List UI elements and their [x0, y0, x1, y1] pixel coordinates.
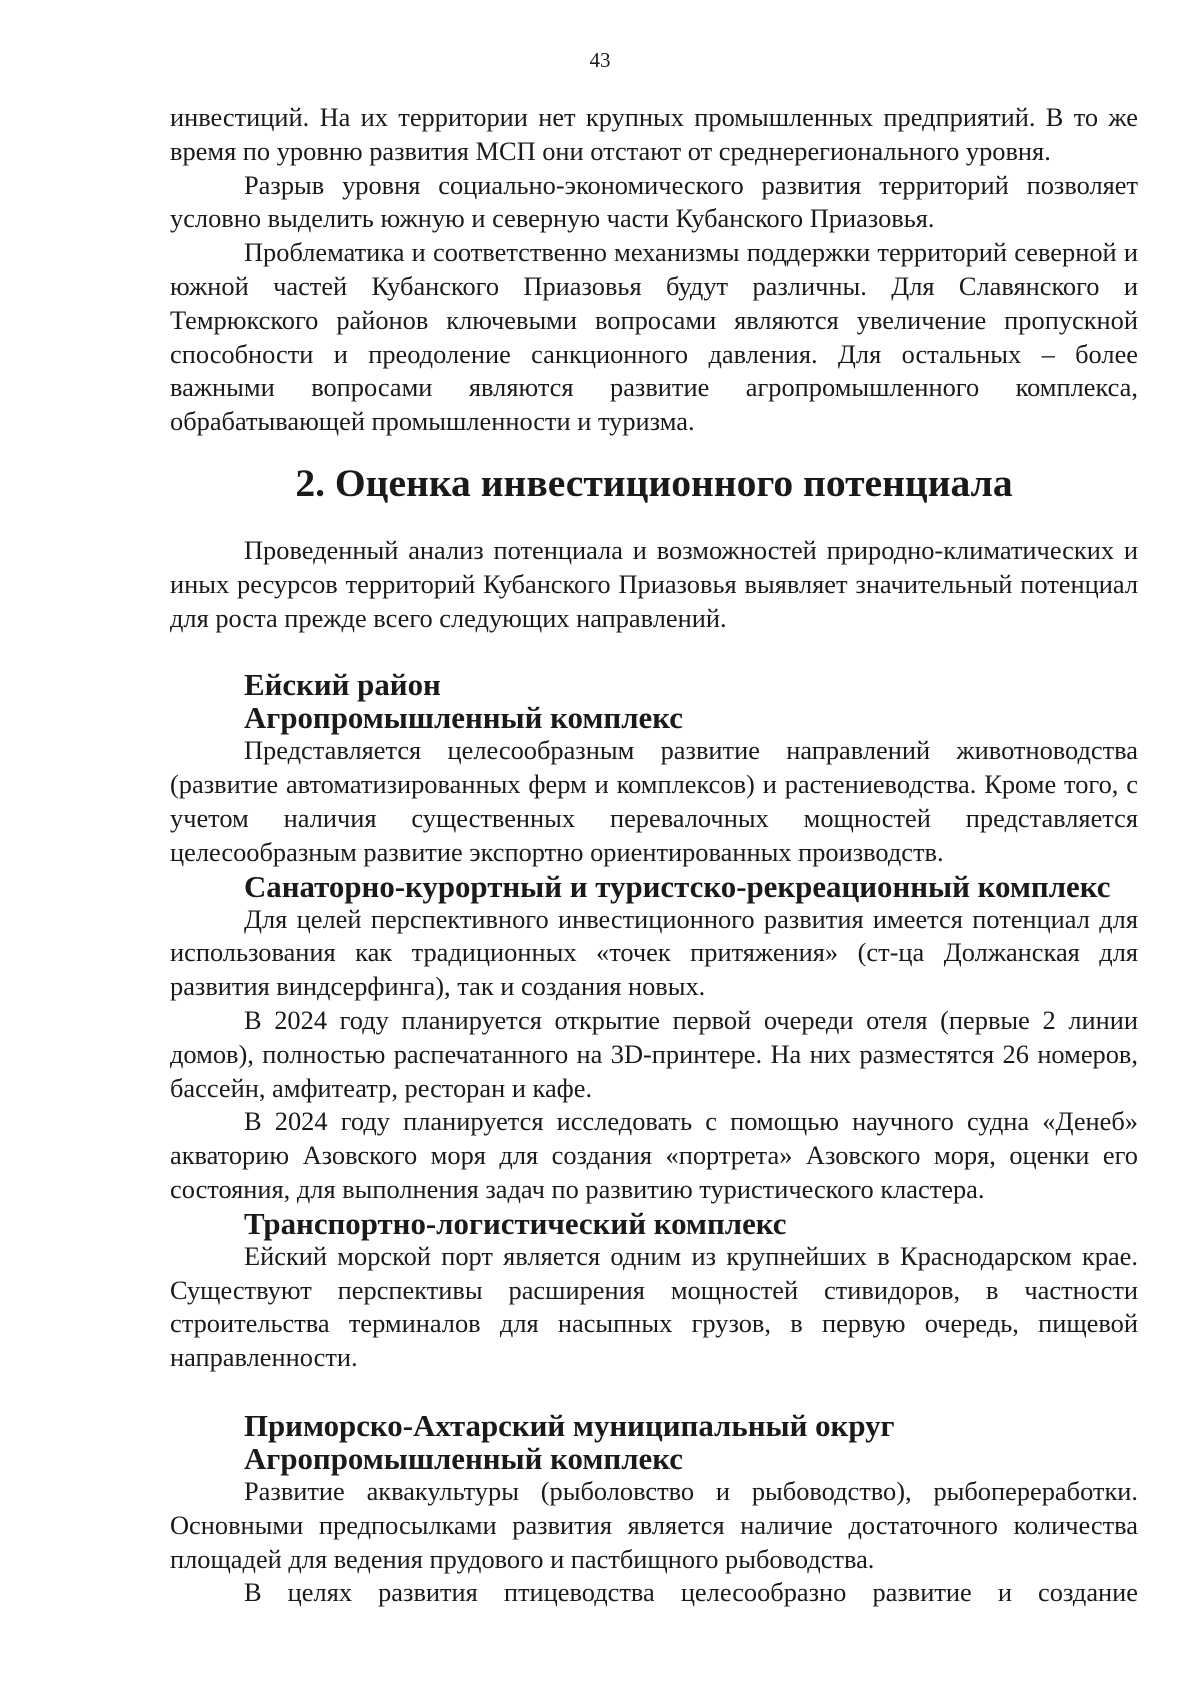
paragraph-yeysk-resort-2: В 2024 году планируется открытие первой очереди отеля (первые 2 линии домов), полностью распечатанного на 3D-принтере. На них разместятся 26 номеров, бассейн, амфитеатр, ресторан и кафе. — [170, 1004, 1138, 1103]
section-intro: Проведенный анализ потенциала и возможностей природно-климатических и иных ресурсов территорий Кубанского Приазовья выявляет значительный потенциал для роста прежде всего следующих направлений. — [170, 534, 1138, 633]
paragraph-gap: Разрыв уровня социально-экономического развития территорий позволяет условно выделить южную и северную части Кубанского Приазовья. — [170, 169, 1138, 234]
subheading-yeysk-transport: Транспортно-логистический комплекс — [244, 1205, 787, 1241]
paragraph-yeysk-agro: Представляется целесообразным развитие направлений животноводства (развитие автоматизированных ферм и комплексов) и растениеводства. Кроме того, с учетом наличия существенных перевалочных мощностей представляется целесообразным развитие экспортно ориентированных производств. — [170, 735, 1138, 867]
paragraph-yeysk-transport: Ейский морской порт является одним из крупнейших в Краснодарском крае. Существуют перспективы расширения мощностей стивидоров, в частности строительства терминалов для насыпных грузов, в первую очередь, пищевой направленности. — [170, 1240, 1138, 1373]
district-heading-yeysk: Ейский район — [244, 667, 441, 703]
subheading-yeysk-agro: Агропромышленный комплекс — [244, 700, 683, 736]
section-title: 2. Оценка инвестиционного потенциала — [295, 460, 1013, 505]
district-heading-primorsko: Приморско-Ахтарский муниципальный округ — [244, 1407, 895, 1443]
paragraph-primorsko-agro: Развитие аквакультуры (рыболовство и рыбоводство), рыбопереработки. Основными предпосылками развития является наличие достаточного количества площадей для ведения прудового и пастбищного рыбоводства. — [170, 1475, 1138, 1574]
paragraph-yeysk-resort-1: Для целей перспективного инвестиционного развития имеется потенциал для использования как традиционных «точек притяжения» (ст-ца Должанская для развития виндсерфинга), так и создания новых. — [170, 903, 1138, 1002]
page-number: 43 — [589, 48, 611, 72]
document-body — [170, 101, 1138, 1610]
paragraph-yeysk-resort-3: В 2024 году планируется исследовать с помощью научного судна «Денеб» акваторию Азовского моря для создания «портрета» Азовского моря, оценки его состояния, для выполнения задач по развитию туристического кластера. — [170, 1106, 1138, 1204]
subheading-yeysk-resort: Санаторно-курортный и туристско-рекреационный комплекс — [244, 868, 1111, 904]
paragraph-mechanisms: Проблематика и соответственно механизмы поддержки территорий северной и южной частей Кубанского Приазовья будут различны. Для Славянского и Темрюкского районов ключевыми вопросами являются увеличение пропускной способности и преодоление санкционного давления. Для остальных – более важными вопросами являются развитие агропромышленного комплекса, обрабатывающей промышленности и туризма. — [170, 237, 1138, 437]
paragraph-continued: инвестиций. На их территории нет крупных промышленных предприятий. В то же время по уровню развития МСП они отстают от среднерегионального уровня. — [170, 102, 1138, 166]
subheading-primorsko-agro: Агропромышленный комплекс — [244, 1440, 683, 1476]
paragraph-primorsko-poultry: В целях развития птицеводства целесообразно развитие и создание — [244, 1577, 1138, 1608]
